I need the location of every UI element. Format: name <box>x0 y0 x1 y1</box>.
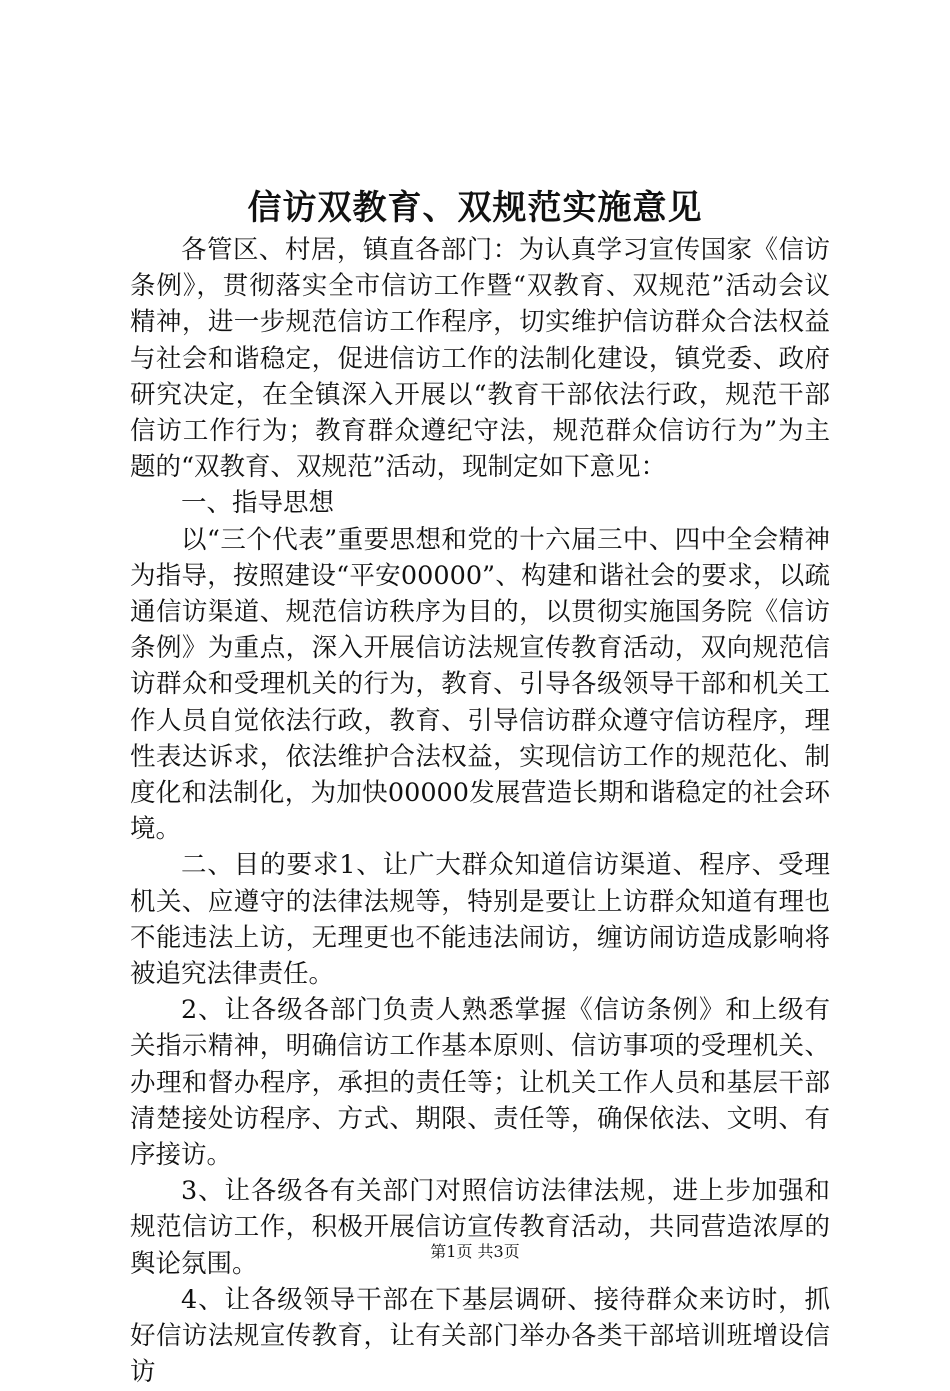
paragraph-requirement-1: 二、目的要求1、让广大群众知道信访渠道、程序、受理机关、应遵守的法律法规等，特别是要让上访群众知道有理也不能违法上访，无理更也不能违法闹访，缠访闹访造成影响将被追究法律责任。 <box>130 850 830 990</box>
paragraph-requirement-3: 3、让各级各有关部门对照信访法律法规，进上步加强和规范信访工作，积极开展信访宣传教育活动，共同营造浓厚的舆论氛围。 <box>130 1176 830 1279</box>
document-body <box>130 232 830 1391</box>
paragraph-requirement-2: 2、让各级各部门负责人熟悉掌握《信访条例》和上级有关指示精神，明确信访工作基本原则、信访事项的受理机关、办理和督办程序，承担的责任等；让机关工作人员和基层干部清楚接处访程序、方式、期限、责任等，确保依法、文明、有序接访。 <box>130 995 830 1171</box>
page-number-footer: 第1页 共3页 <box>430 1242 520 1261</box>
paragraph-requirement-4: 4、让各级领导干部在下基层调研、接待群众来访时，抓好信访法规宣传教育，让有关部门举办各类干部培训班增设信访 <box>130 1284 830 1388</box>
section-heading-guiding-thought: 一、指导思想 <box>181 488 335 519</box>
paragraph-intro: 各管区、村居，镇直各部门：为认真学习宣传国家《信访条例》，贯彻落实全市信访工作暨“双教育、双规范”活动会议精神，进一步规范信访工作程序，切实维护信访群众合法权益与社会和谐稳定，促进信访工作的法制化建设，镇党委、政府研究决定，在全镇深入开展以“教育干部依法行政，规范干部信访工作行为；教育群众遵纪守法，规范群众信访行为”为主题的“双教育、双规范”活动，现制定如下意见： <box>130 235 830 483</box>
document-title: 信访双教育、双规范实施意见 <box>247 188 703 228</box>
paragraph-guiding-thought: 以“三个代表”重要思想和党的十六届三中、四中全会精神为指导，按照建设“平安00000”、构建和谐社会的要求，以疏通信访渠道、规范信访秩序为目的，以贯彻实施国务院《信访条例》为重点，深入开展信访法规宣传教育活动，双向规范信访群众和受理机关的行为，教育、引导各级领导干部和机关工作人员自觉依法行政，教育、引导信访群众遵守信访程序，理性表达诉求，依法维护合法权益，实现信访工作的规范化、制度化和法制化，为加快00000发展营造长期和谐稳定的社会环境。 <box>130 524 830 845</box>
